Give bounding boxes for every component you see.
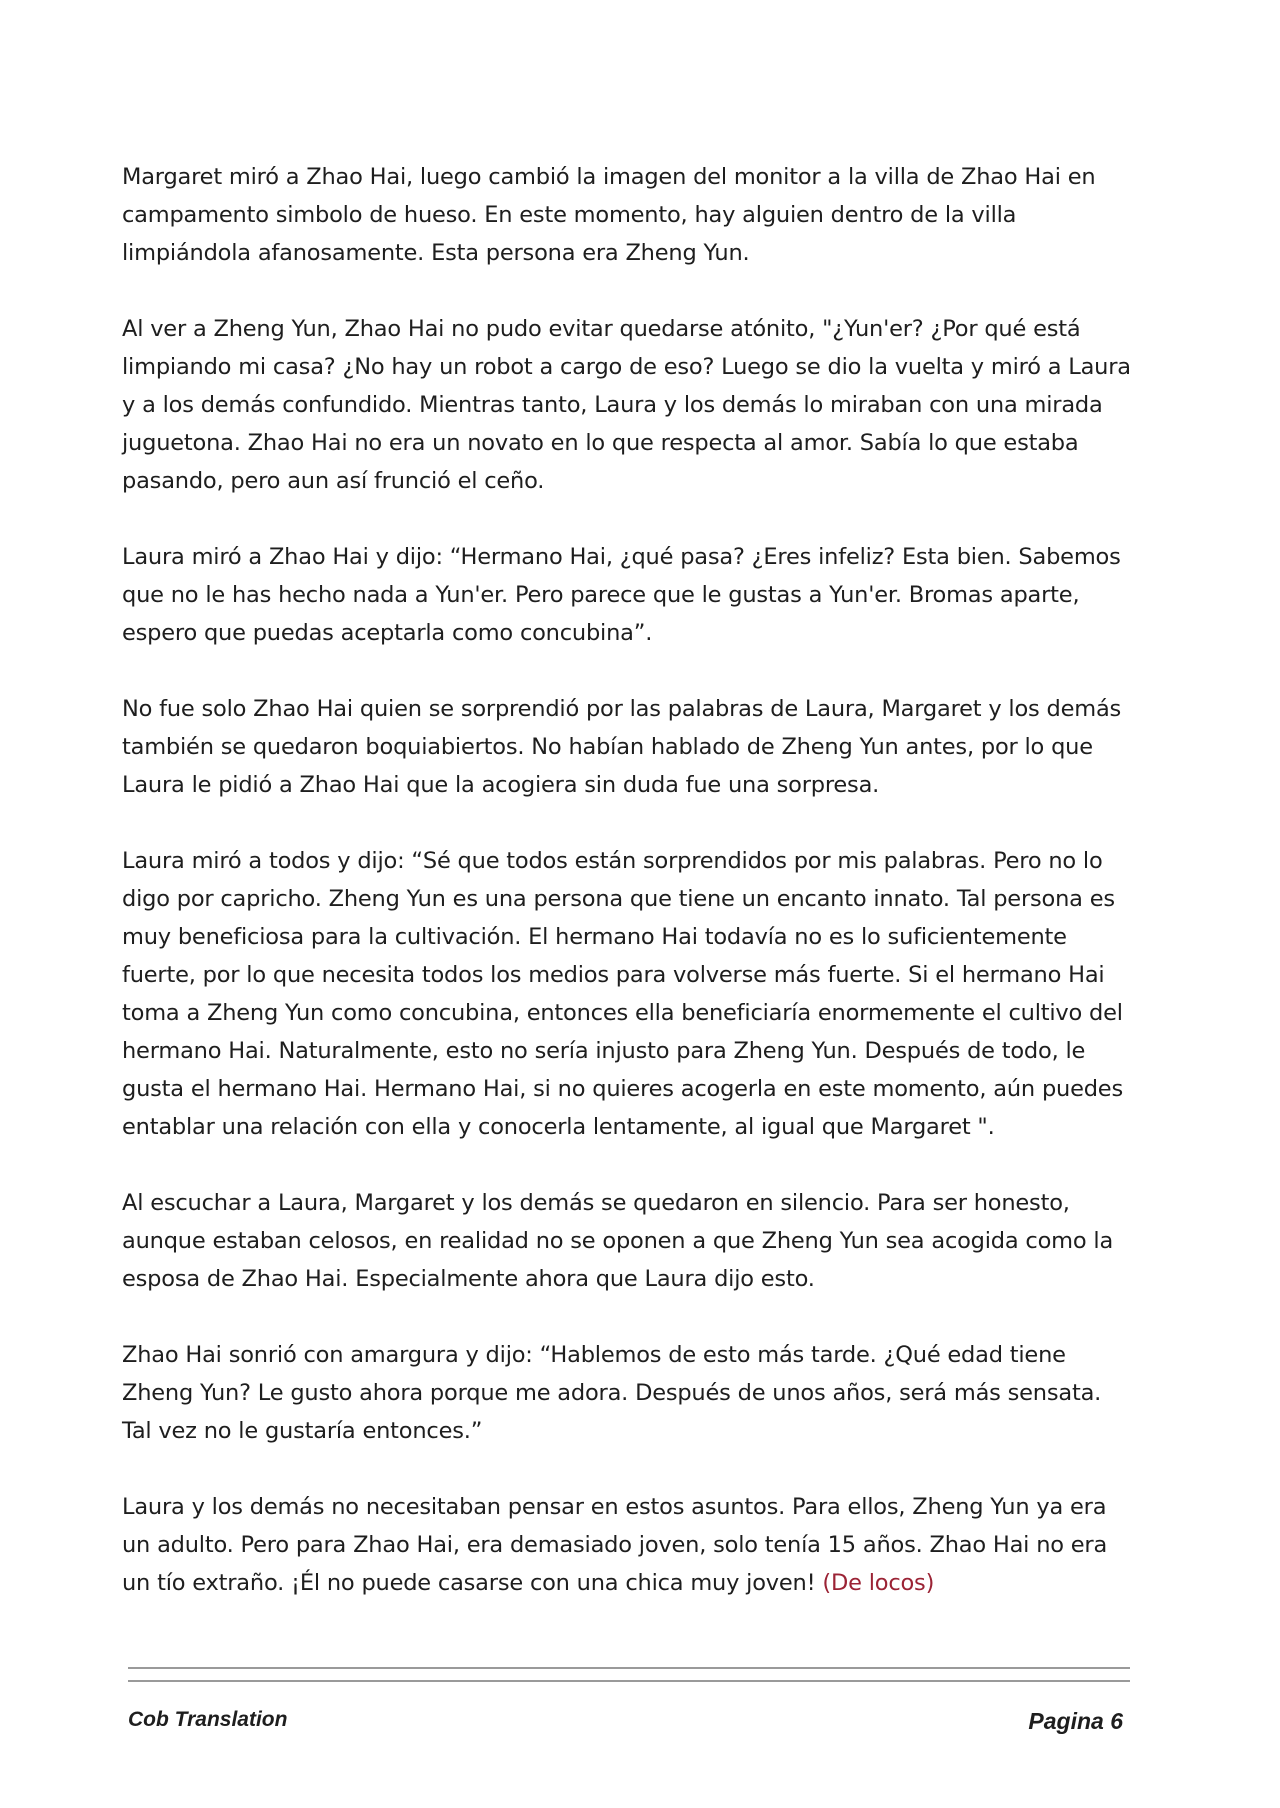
translator-note: (De locos) bbox=[822, 1570, 935, 1596]
paragraph-8 bbox=[122, 1488, 1132, 1602]
paragraph-3: Laura miró a Zhao Hai y dijo: “Hermano Hai, ¿qué pasa? ¿Eres infeliz? Esta bien. Sabemos que no le has hecho nada a Yun'er. Pero parece que le gustas a Yun'er. Bromas aparte, espero que puedas aceptarla como concubina”. bbox=[122, 544, 1121, 646]
footer-translator-credit: Cob Translation bbox=[128, 1708, 288, 1731]
paragraph-8-text: Laura y los demás no necesitaban pensar en estos asuntos. Para ellos, Zheng Yun ya era un adulto. Pero para Zhao Hai, era demasiado joven, solo tenía 15 años. Zhao Hai no era un tío extraño. ¡Él no puede casarse con una chica muy joven! bbox=[122, 1494, 1108, 1596]
paragraph-6: Al escuchar a Laura, Margaret y los demás se quedaron en silencio. Para ser honesto, aunque estaban celosos, en realidad no se oponen a que Zheng Yun sea acogida como la esposa de Zhao Hai. Especialmente ahora que Laura dijo esto. bbox=[122, 1190, 1114, 1292]
paragraph-5: Laura miró a todos y dijo: “Sé que todos están sorprendidos por mis palabras. Pero no lo digo por capricho. Zheng Yun es una persona que tiene un encanto innato. Tal persona es muy beneficiosa para la cultivación. El hermano Hai todavía no es lo suficientemente fuerte, por lo que necesita todos los medios para volverse más fuerte. Si el hermano Hai toma a Zheng Yun como concubina, entonces ella beneficiaría enormemente el cultivo del hermano Hai. Naturalmente, esto no sería injusto para Zheng Yun. Después de todo, le gusta el hermano Hai. Hermano Hai, si no quieres acogerla en este momento, aún puedes entablar una relación con ella y conocerla lentamente, al igual que Margaret ". bbox=[122, 848, 1123, 1140]
footer-divider-top bbox=[128, 1667, 1130, 1669]
paragraph-4: No fue solo Zhao Hai quien se sorprendió por las palabras de Laura, Margaret y los demás también se quedaron boquiabiertos. No habían hablado de Zheng Yun antes, por lo que Laura le pidió a Zhao Hai que la acogiera sin duda fue una sorpresa. bbox=[122, 696, 1122, 798]
paragraph-7: Zhao Hai sonrió con amargura y dijo: “Hablemos de esto más tarde. ¿Qué edad tiene Zheng Yun? Le gusto ahora porque me adora. Después de unos años, será más sensata. Tal vez no le gustaría entonces.” bbox=[122, 1342, 1102, 1444]
paragraph-1: Margaret miró a Zhao Hai, luego cambió la imagen del monitor a la villa de Zhao Hai en campamento simbolo de hueso. En este momento, hay alguien dentro de la villa limpiándola afanosamente. Esta persona era Zheng Yun. bbox=[122, 164, 1096, 266]
paragraph-2: Al ver a Zheng Yun, Zhao Hai no pudo evitar quedarse atónito, "¿Yun'er? ¿Por qué está limpiando mi casa? ¿No hay un robot a cargo de eso? Luego se dio la vuelta y miró a Laura y a los demás confundido. Mientras tanto, Laura y los demás lo miraban con una mirada juguetona. Zhao Hai no era un novato en lo que respecta al amor. Sabía lo que estaba pasando, pero aun así frunció el ceño. bbox=[122, 316, 1131, 494]
footer-divider-bottom bbox=[128, 1680, 1130, 1682]
footer-page-number: Pagina 6 bbox=[1028, 1708, 1123, 1734]
document-body bbox=[122, 158, 1132, 1640]
